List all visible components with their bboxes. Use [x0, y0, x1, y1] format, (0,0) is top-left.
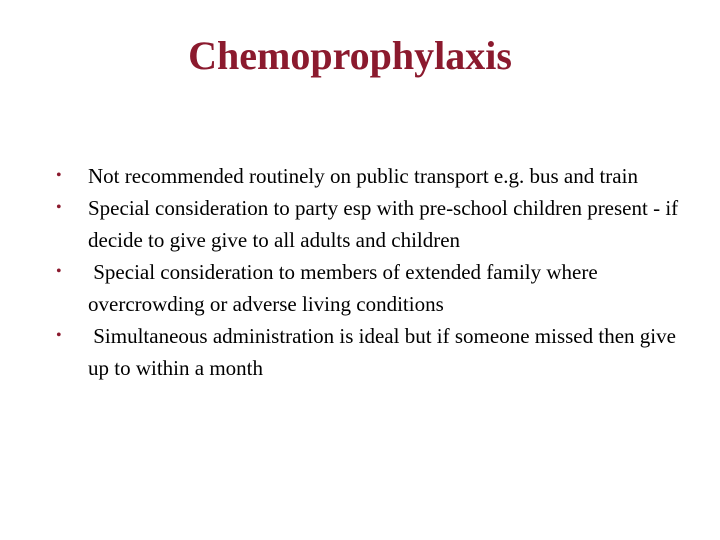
bullet-text: Simultaneous administration is ideal but if someone missed then give up to within a month	[88, 324, 682, 380]
bullet-icon: •	[56, 327, 62, 344]
bullet-item-3	[56, 256, 686, 320]
slide-title: Chemoprophylaxis	[188, 33, 512, 78]
bullet-item-4	[56, 320, 686, 384]
bullet-text: Not recommended routinely on public transport e.g. bus and train	[88, 164, 638, 188]
bullet-item-1	[56, 160, 686, 192]
bullet-text: Special consideration to party esp with pre-school children present - if decide to give give to all adults and children	[88, 196, 679, 252]
bullet-icon: •	[56, 167, 62, 184]
bullet-list	[56, 160, 686, 384]
bullet-icon: •	[56, 199, 62, 216]
bullet-item-2	[56, 192, 686, 256]
bullet-text: Special consideration to members of extended family where overcrowding or adverse living conditions	[88, 260, 603, 316]
bullet-icon: •	[56, 263, 62, 280]
